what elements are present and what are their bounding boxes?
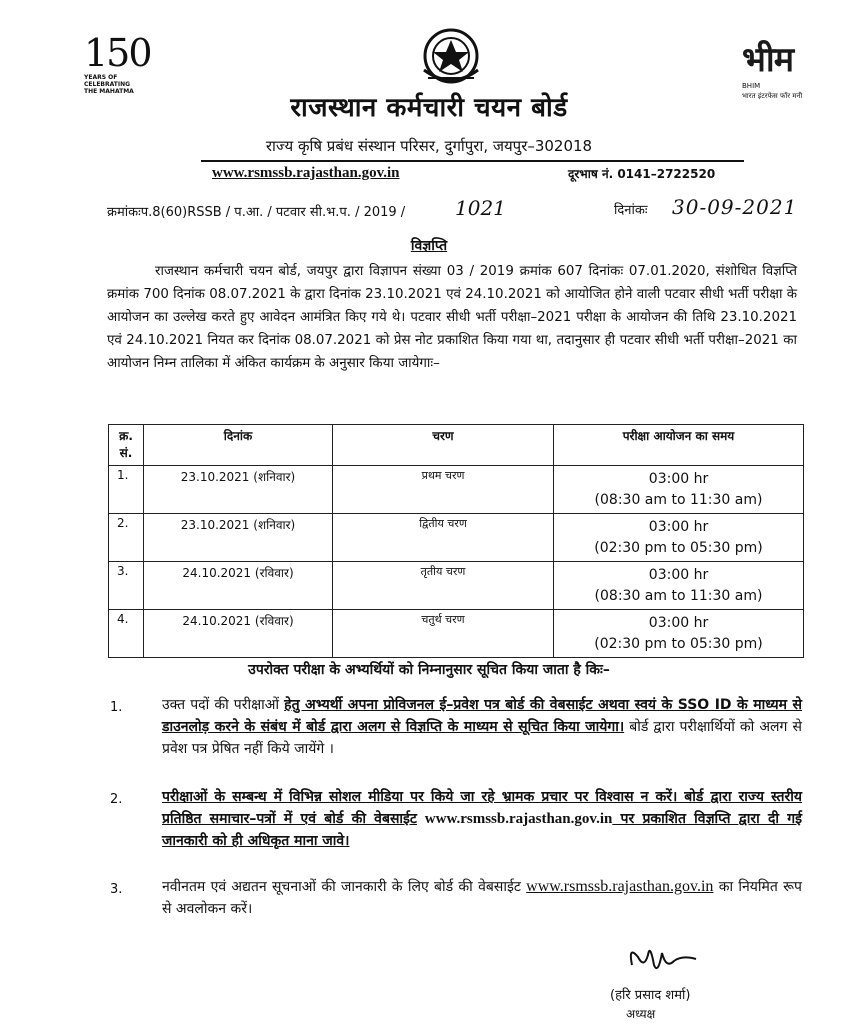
bhim-logo-caption: भारत इंटरफेस फॉर मनी [742,92,803,100]
point-number: 2. [110,792,123,807]
reference-number-handwritten: 1021 [455,196,506,220]
header-phase: चरण [333,425,554,466]
signatory-name: (हरि प्रसाद शर्मा) [610,988,691,1003]
board-emblem-icon [418,26,484,92]
point-2-bold-b: पर प्रकाशित विज्ञप्ति द्वारा दी गई जानकारी को ही अधिकृत माना जावे। [162,811,802,849]
exam-schedule-table [108,424,804,658]
notice-paragraph: राजस्थान कर्मचारी चयन बोर्ड, जयपुर द्वारा विज्ञापन संख्या 03 / 2019 क्रमांक 607 दिनांकः 07.01.2020, संशोधित विज्ञप्ति क्रमांक 700 दिनांक 08.07.2021 के द्वारा दिनांक 23.10.2021 एवं 24.10.2021 को आयोजित होने वाली पटवार सीधी भर्ती परीक्षा के आयोजन का उल्लेख करते हुए आवेदन आमंत्रित किए गये थे। पटवार सीधी भर्ती परीक्षा–2021 परीक्षा के आयोजन की तिथि 23.10.2021 एवं 24.10.2021 नियत कर दिनांक 08.07.2021 को प्रेस नोट प्रकाशित किया गया था, तदानुसार ही पटवार सीधी भर्ती परीक्षा–2021 का आयोजन निम्न तालिका में अंकित कार्यक्रम के अनुसार किया जायेगाः– [107,264,797,371]
bhim-logo-sub: BHIM [742,82,761,90]
cell-time: 03:00 hr (08:30 am to 11:30 am) [554,562,804,610]
header-time: परीक्षा आयोजन का समय [554,425,804,466]
cell-phase: प्रथम चरण [333,466,554,514]
point-3-website-link[interactable]: www.rsmssb.rajasthan.gov.in [526,878,714,895]
header-sno: क्र. सं. [109,425,144,466]
signature-icon [624,935,704,980]
cell-sno: 2. [109,514,144,562]
cell-date: 24.10.2021 (रविवार) [144,562,333,610]
instruction-point-3 [162,876,802,920]
bhim-logo-word: भीम [742,40,794,80]
reference-number: क्रमांकःप.8(60)RSSB / प.आ. / पटवार सी.भ.प. / 2019 / [107,205,406,220]
instructions-intro: उपरोक्त परीक्षा के अभ्यर्थियों को निम्नानुसार सूचित किया जाता है किः– [248,662,610,678]
header-website-link[interactable]: www.rsmssb.rajasthan.gov.in [212,165,400,181]
cell-time: 03:00 hr (02:30 pm to 05:30 pm) [554,514,804,562]
header-date: दिनांक [144,425,333,466]
header-divider [201,160,744,162]
table-row [109,466,804,514]
table-header-row [109,425,804,466]
table-row [109,514,804,562]
point-3-post: का नियमित रूप से अवलोकन करें। [162,879,802,917]
table-row [109,610,804,658]
point-1-post: बोर्ड द्वारा परीक्षार्थियों को अलग से प्रवेश पत्र प्रेषित नहीं किये जायेंगे । [162,719,802,757]
date-label: दिनांकः [614,203,648,218]
header-phone: दूरभाष नं. 0141–2722520 [568,167,716,181]
instruction-point-1 [162,694,802,760]
cell-phase: चतुर्थ चरण [333,610,554,658]
notice-heading: विज्ञप्ति [410,238,448,254]
logo-150-number: 150 [84,31,151,75]
cell-date: 24.10.2021 (रविवार) [144,610,333,658]
cell-time: 03:00 hr (08:30 am to 11:30 am) [554,466,804,514]
point-1-bold: हेतु अभ्यर्थी अपना प्रोविजनल ई–प्रवेश पत्र बोर्ड की वेबसाईट अथवा स्वयं के SSO ID के माध्यम से डाउनलोड़ करने के संबंध में बोर्ड द्वारा अलग से विज्ञप्ति के माध्यम से सूचित किया जायेगा। [162,697,802,735]
logo-150-caption: YEARS OF CELEBRATING THE MAHATMA [84,74,134,95]
cell-sno: 1. [109,466,144,514]
cell-date: 23.10.2021 (शनिवार) [144,514,333,562]
cell-phase: तृतीय चरण [333,562,554,610]
cell-date: 23.10.2021 (शनिवार) [144,466,333,514]
point-2-website-link[interactable]: www.rsmssb.rajasthan.gov.in [424,811,613,827]
date-handwritten: 30-09-2021 [672,195,798,219]
point-number: 1. [110,700,123,715]
point-3-pre: नवीनतम एवं अद्यतन सूचनाओं की जानकारी के लिए बोर्ड की वेबसाईट [162,879,521,895]
point-1-pre: उक्त पदों की परीक्षाओं [162,697,285,713]
cell-phase: द्वितीय चरण [333,514,554,562]
instruction-point-2 [162,786,802,852]
org-title: राजस्थान कर्मचारी चयन बोर्ड [290,93,568,123]
table-row [109,562,804,610]
org-address: राज्य कृषि प्रबंध संस्थान परिसर, दुर्गापुरा, जयपुर–302018 [265,137,593,155]
cell-sno: 4. [109,610,144,658]
signatory-designation: अध्यक्ष [626,1007,656,1021]
point-2-bold-a: परीक्षाओं के सम्बन्ध में विभिन्न सोशल मीडिया पर किये जा रहे भ्रामक प्रचार पर विश्वास न करें। बोर्ड द्वारा राज्य स्तरीय प्रतिष्ठित समाचार–पत्रों में एवं बोर्ड की वेबसाईट [162,789,802,827]
point-number: 3. [110,882,123,897]
cell-time: 03:00 hr (02:30 pm to 05:30 pm) [554,610,804,658]
cell-sno: 3. [109,562,144,610]
